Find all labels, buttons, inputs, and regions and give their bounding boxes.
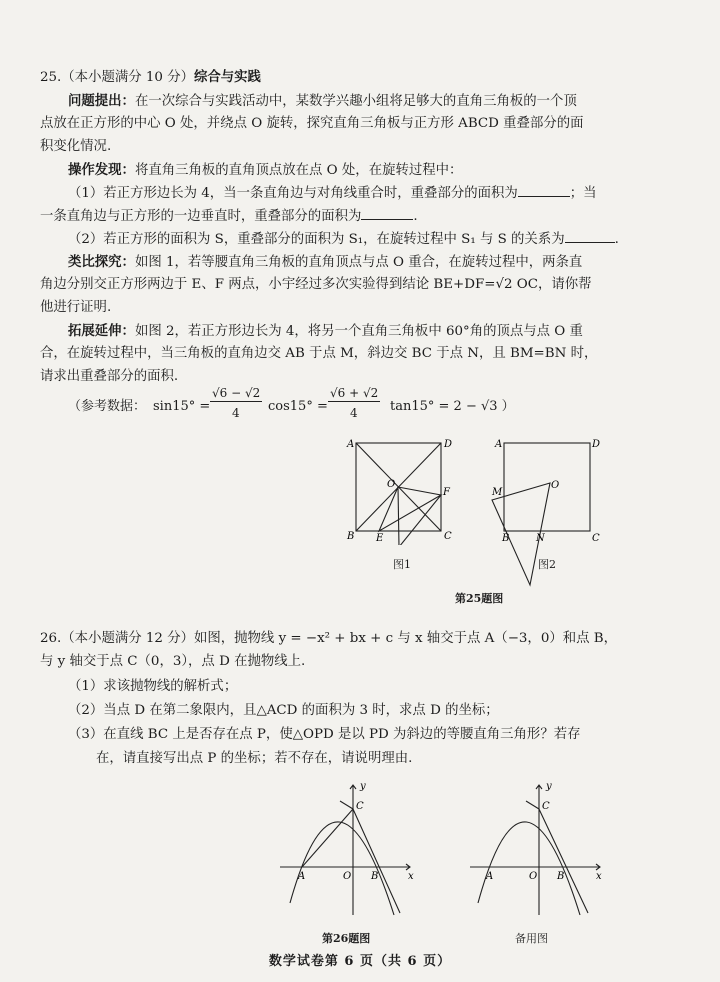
q25-analogy-line2: 角边分别交正方形两边于 E、F 两点，小宇经过多次实验得到结论 BE+DF=√2 OC，请你帮: [40, 277, 592, 292]
q25-figure-title: 第25题图: [455, 592, 504, 605]
fig1-label-o: O: [387, 479, 396, 490]
fig2-label-a: A: [495, 439, 503, 450]
page-footer: 数学试卷第 6 页（共 6 页）: [268, 954, 452, 969]
fig26-axis-x: x: [408, 871, 414, 882]
q26-item1: （1）求该抛物线的解析式；: [68, 679, 238, 694]
fig2-label-c: C: [592, 533, 600, 544]
fig1-label-a: A: [347, 439, 355, 450]
q26-backup-figure: [460, 775, 610, 925]
q26-item3b: 在，请直接写出点 P 的坐标；若不存在，请说明理由.: [96, 751, 413, 766]
fig2-label-d: D: [592, 439, 601, 450]
fig26-axis-y: y: [360, 781, 366, 792]
q25-ref-cos-denominator: 4: [350, 406, 358, 420]
q25-operation-item1: （1）若正方形边长为 4，当一条直角边与对角线重合时，重叠部分的面积为 ；当: [68, 186, 597, 201]
backup-label-b: B: [557, 871, 565, 882]
q25-ref-cos-numerator: √6 + √2: [330, 386, 379, 400]
q25-header: 25.（本小题满分 10 分）综合与实践: [40, 69, 261, 85]
fig1-label-d: D: [444, 439, 453, 450]
answer-blank-1[interactable]: [518, 184, 570, 197]
q25-operation-item1-cont: 一条直角边与正方形的一边垂直时，重叠部分的面积为 .: [40, 209, 418, 224]
fig2-label-o: O: [551, 480, 560, 491]
fig2-label-b: B: [502, 533, 510, 544]
q25-ref-tan: tan15° = 2 − √3 ）: [390, 399, 515, 414]
fig1-label-f: F: [443, 487, 450, 498]
q25-reference-open: （参考数据：: [68, 399, 147, 414]
q25-problem-line3: 积变化情况.: [40, 139, 112, 154]
answer-blank-3[interactable]: [565, 230, 615, 243]
fig2-label-n: N: [536, 533, 545, 544]
fig1-label-c: C: [444, 531, 452, 542]
fig2-label-m: M: [492, 487, 503, 498]
q25-figure-1-caption: 图1: [393, 558, 411, 571]
backup-label-c: C: [542, 801, 550, 812]
backup-axis-x: x: [596, 871, 602, 882]
q25-ref-sin-numerator: √6 − √2: [212, 386, 261, 400]
q25-problem-line2: 点放在正方形的中心 O 处，并绕点 O 旋转，探究直角三角板与正方形 ABCD 重叠部分的面: [40, 116, 584, 131]
q26-figure: [270, 775, 420, 925]
q25-analogy-line3: 他进行证明.: [40, 300, 112, 315]
fig26-label-o: O: [343, 871, 352, 882]
q25-figure-1: [345, 435, 465, 545]
q26-line2: 与 y 轴交于点 C（0，3），点 D 在抛物线上.: [40, 654, 306, 669]
fig26-label-a: A: [298, 871, 306, 882]
fig26-label-b: B: [371, 871, 379, 882]
fig26-label-c: C: [356, 801, 364, 812]
backup-label-a: A: [486, 871, 494, 882]
fig1-label-e: E: [376, 533, 384, 544]
q25-analogy-line1: 类比探究：如图 1，若等腰直角三角板的直角顶点与点 O 重合，在旋转过程中，两条直: [68, 254, 583, 270]
q25-ref-sin: sin15° =: [153, 399, 211, 414]
fig1-label-b: B: [347, 531, 355, 542]
q26-item2: （2）当点 D 在第二象限内，且△ACD 的面积为 3 时，求点 D 的坐标；: [68, 703, 499, 718]
answer-blank-2[interactable]: [361, 207, 413, 220]
q25-extension-line1: 拓展延伸：如图 2，若正方形边长为 4，将另一个直角三角板中 60°角的顶点与点 O 重: [68, 323, 583, 339]
backup-axis-y: y: [546, 781, 552, 792]
q26-backup-caption: 备用图: [515, 932, 548, 945]
q25-problem-line1: 问题提出：在一次综合与实践活动中，某数学兴趣小组将足够大的直角三角板的一个顶: [68, 93, 577, 109]
q25-ref-cos: cos15° =: [268, 399, 328, 414]
q25-figure-2-caption: 图2: [538, 558, 556, 571]
q26-line1: 26.（本小题满分 12 分）如图，抛物线 y = −x² + bx + c 与 x 轴交于点 A（−3，0）和点 B，: [40, 631, 617, 646]
q25-operation-line1: 操作发现：将直角三角板的直角顶点放在点 O 处，在旋转过程中：: [68, 162, 463, 178]
q25-extension-line3: 请求出重叠部分的面积.: [40, 369, 179, 384]
q26-item3a: （3）在直线 BC 上是否存在点 P，使△OPD 是以 PD 为斜边的等腰直角三角形？若存: [68, 727, 581, 742]
q25-extension-line2: 合，在旋转过程中，当三角板的直角边交 AB 于点 M，斜边交 BC 于点 N，且 BM=BN 时，: [40, 346, 598, 361]
q26-figure-caption: 第26题图: [322, 932, 371, 945]
q25-ref-sin-denominator: 4: [232, 406, 240, 420]
backup-label-o: O: [529, 871, 538, 882]
q25-operation-item2: （2）若正方形的面积为 S，重叠部分的面积为 S₁，在旋转过程中 S₁ 与 S 的关系为 .: [68, 232, 619, 247]
